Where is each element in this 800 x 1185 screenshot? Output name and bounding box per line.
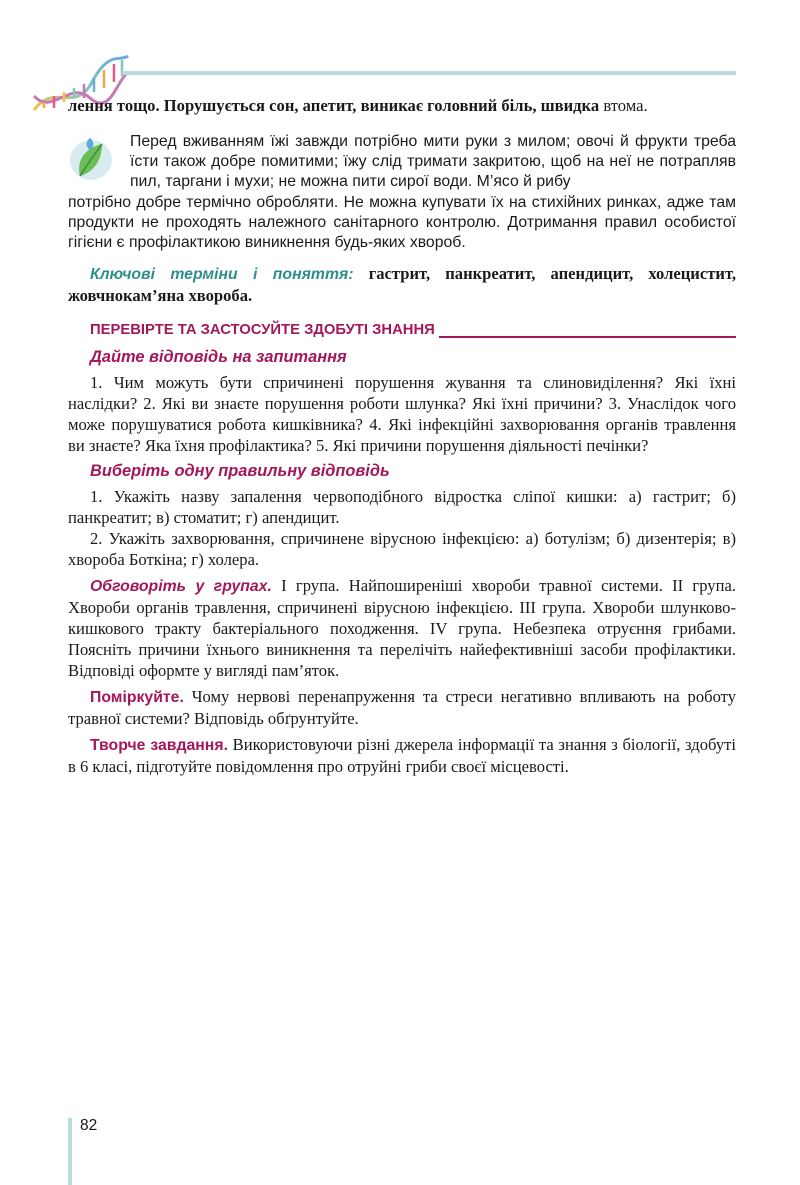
discuss-text: І група. Найпоширеніші хвороби травної системи. ІІ група. Хвороби органів травлення, спричинені вірусною інфекцією. ІІІ група. Хвороби шлунково-кишкового тракту бактеріального походження. IV група. Небезпека отруєння грибами. Поясніть причини їхнього виникнення та перелічіть найефективніші засоби профілактики. Відповіді оформте у вигляді пам’яток. [68, 576, 736, 681]
section-title: ПЕРЕВІРТЕ ТА ЗАСТОСУЙТЕ ЗДОБУТІ ЗНАННЯ [90, 322, 439, 338]
hygiene-note [68, 132, 736, 253]
page-number: 82 [80, 1117, 98, 1134]
think-text: Чому нервові перенапруження та стреси негативно впливають на роботу травної системи? Відповідь обґрунтуйте. [68, 687, 736, 729]
continuation-bold: лення тощо. Порушується сон, апетит, виникає головний біль, швидка [68, 96, 600, 115]
key-terms-label: Ключові терміни і поняття: [90, 266, 354, 284]
creative-block [68, 734, 736, 777]
continuation-text [68, 95, 736, 116]
key-terms-text: гастрит, панкреатит, апендицит, холецистит, жовчнокам’яна хвороба. [68, 264, 736, 306]
page-side-bar [68, 1118, 72, 1185]
header-rule [122, 71, 736, 75]
creative-label: Творче завдання. [90, 737, 228, 755]
continuation-rest: втома. [603, 96, 648, 115]
hygiene-text-bottom: потрібно добре термічно обробляти. Не можна купувати їх на стихійних ринках, адже там продукти не проходять належного санітарного контролю. Дотримання правил особистої гігієни є профілактикою виникнення будь-яких хвороб. [68, 193, 736, 252]
choose-item-2: 2. Укажіть захворювання, спричинене вірусною інфекцією: а) ботулізм; б) дизентерія; в) хвороба Боткіна; г) холера. [68, 529, 736, 570]
questions-text: 1. Чим можуть бути спричинені порушення жування та слиновиділення? Які їхні наслідки? 2. Які ви знаєте порушення роботи шлунка? Які їхні причини? 3. Унаслідок чого може порушуватися робота кишківника? 4. Які інфекційні захворювання органів травлення ви знаєте? Яка їхня профілактика? 5. Які причини порушення діяльності печінки? [68, 373, 736, 456]
choose-heading: Виберіть одну правильну відповідь [90, 462, 390, 481]
page-content [68, 95, 736, 777]
think-label: Поміркуйте. [90, 689, 184, 707]
think-block [68, 686, 736, 729]
section-header [68, 322, 736, 344]
choose-item-1: 1. Укажіть назву запалення червоподібного відростка сліпої кишки: а) гастрит; б) панкреатит; в) стоматит; г) апендицит. [68, 487, 736, 528]
creative-text: Використовуючи різні джерела інформації та знання з біології, здобуті в 6 класі, підготуйте повідомлення про отруйні гриби своєї місцевості. [68, 735, 736, 777]
questions-heading: Дайте відповідь на запитання [90, 348, 347, 367]
leaf-drop-icon [68, 136, 114, 182]
discuss-label: Обговоріть у групах. [90, 578, 272, 596]
discuss-block [68, 575, 736, 681]
key-terms [68, 263, 736, 306]
hygiene-text-top: Перед вживанням їжі завжди потрібно мити руки з милом; овочі й фрукти треба їсти також добре помитими; їжу слід тримати закритою, щоб на неї не потрапляв пил, таргани і мухи; не можна пити сирої води. М’ясо й рибу [130, 133, 736, 191]
